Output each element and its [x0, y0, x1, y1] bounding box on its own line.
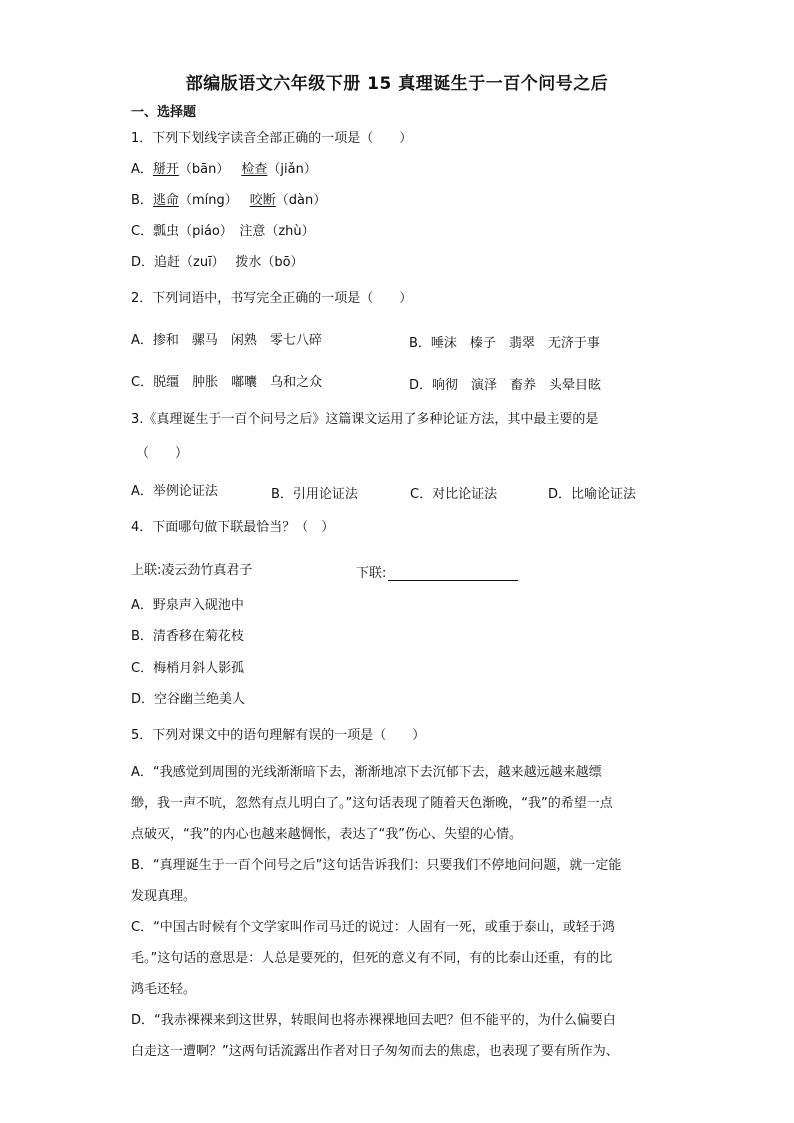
q2-option-b: B．唾沫 榛子 翡翠 无济于事 — [409, 336, 600, 351]
q4-lower-couplet: 下联: — [356, 562, 518, 581]
q4-answer-blank — [388, 566, 518, 581]
q4-option-d: D．空谷幽兰绝美人 — [131, 692, 246, 707]
q1-b-word1: 逃命 — [152, 193, 179, 208]
q3-paren: （ ） — [136, 446, 189, 461]
q1-a-word1: 掰开 — [152, 162, 179, 177]
q5-stem: 5．下列对课文中的语句理解有误的一项是（ ） — [131, 728, 426, 743]
q5-option-d-line2: 白走这一遭啊？”这两句话流露出作者对日子匆匆而去的焦虑，也表现了要有所作为、 — [131, 1044, 619, 1059]
page-title: 部编版语文六年级下册 15 真理诞生于一百个问号之后 — [185, 74, 609, 94]
q1-option-a: A．掰开（bān） 检查（jiǎn） — [131, 162, 317, 177]
q3-option-b: B．引用论证法 — [271, 487, 358, 502]
q5-option-a-line2: 缈，我一声不吭，忽然有点儿明白了。”这句话表现了随着天色渐晚，“我”的希望一点 — [131, 796, 613, 811]
q5-option-b-line2: 发现真理。 — [131, 889, 197, 904]
q5-option-a-line1: A．“我感觉到周围的光线渐渐暗下去，渐渐地凉下去沉郁下去，越来越远越来越缥 — [131, 765, 602, 780]
q2-option-c: C．脱缰 肿胀 嘟囔 乌和之众 — [131, 375, 323, 390]
q1-stem: 1．下列下划线字读音全部正确的一项是（ ） — [131, 131, 413, 146]
q5-option-c-line3: 鸿毛还轻。 — [131, 982, 197, 997]
q4-stem: 4．下面哪句做下联最恰当？（ ） — [131, 520, 335, 535]
section-heading: 一、选择题 — [131, 105, 197, 120]
q2-stem: 2．下列词语中，书写完全正确的一项是（ ） — [131, 291, 413, 306]
q3-option-d: D．比喻论证法 — [548, 487, 637, 502]
q3-option-a: A．举例论证法 — [131, 484, 218, 499]
q5-option-c-line1: C．“中国古时候有个文学家叫作司马迁的说过：人固有一死，或重于泰山，或轻于鸿 — [131, 920, 615, 935]
q4-upper-couplet: 上联:凌云劲竹真君子 — [131, 563, 253, 578]
q5-option-c-line2: 毛。”这句话的意思是：人总是要死的，但死的意义有不同，有的比泰山还重，有的比 — [131, 951, 613, 966]
q3-stem: 3.《真理诞生于一百个问号之后》这篇课文运用了多种论证方法，其中最主要的是 — [131, 412, 599, 427]
q2-option-a: A．掺和 骡马 闲熟 零七八碎 — [131, 333, 322, 348]
q4-option-b: B．清香移在菊花枝 — [131, 629, 244, 644]
q4-option-c: C．梅梢月斜人影孤 — [131, 661, 245, 676]
q1-option-c: C．瓢虫（piáo） 注意（zhù） — [131, 224, 315, 239]
q3-option-c: C．对比论证法 — [410, 487, 498, 502]
q1-option-d: D．追赶（zuī） 拨水（bō） — [131, 255, 304, 270]
q4-option-a: A．野泉声入砚池中 — [131, 598, 244, 613]
q1-a-word2: 检查 — [241, 162, 268, 177]
q2-option-d: D．响彻 演泽 畜养 头晕目眩 — [409, 378, 602, 393]
q5-option-a-line3: 点破灭，“我”的内心也越来越惆怅，表达了“我”伤心、失望的心情。 — [131, 827, 522, 842]
q5-option-d-line1: D．“我赤裸裸来到这世界，转眼间也将赤裸裸地回去吧？但不能平的，为什么偏要白 — [131, 1013, 616, 1028]
q1-option-b: B．逃命（míng） 咬断（dàn） — [131, 193, 327, 208]
q1-b-word2: 咬断 — [249, 193, 276, 208]
q5-option-b-line1: B．“真理诞生于一百个问号之后”这句话告诉我们：只要我们不停地问问题，就一定能 — [131, 858, 622, 873]
